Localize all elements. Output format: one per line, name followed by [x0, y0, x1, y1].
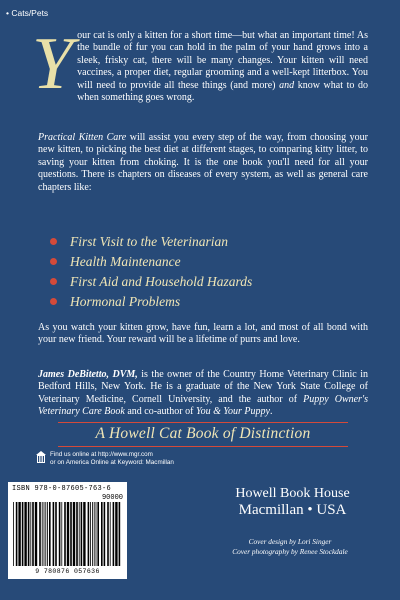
intro-text-2: know what to do when something goes wrong. [77, 79, 368, 104]
barcode-bar [55, 502, 57, 566]
barcode-bar [96, 502, 97, 566]
photo-credit: Cover photography by Renee Stockdale [232, 547, 348, 556]
barcode-bar [45, 502, 46, 566]
barcode-bar [16, 502, 18, 566]
divider-bottom [58, 446, 348, 447]
house-icon [36, 451, 46, 463]
barcode-bar [35, 502, 37, 566]
author-bio: James DeBitetto, DVM, is the owner of the Country Home Veterinary Clinic in Bedford Hills, New York. He is a graduate of the New York State College of Veterinary Medicine, Cornell University, and the author of Puppy Owner's Veterinary Care Book and co-author of You & Your Puppy. [38, 369, 369, 418]
barcode-bar [104, 502, 106, 566]
barcode-bar [83, 502, 85, 566]
description-paragraph [38, 132, 368, 194]
barcode-bar [49, 502, 51, 566]
barcode-bar [107, 502, 109, 566]
barcode-bar [47, 502, 48, 566]
barcode-bar [119, 502, 121, 566]
barcode-number: 9 780876 057636 [35, 568, 100, 575]
barcode-bar [42, 502, 43, 566]
book-title: Practical Kitten Care [38, 132, 127, 143]
author-name: James DeBitetto, DVM, [38, 369, 138, 380]
publisher-name: Howell Book House [235, 486, 350, 501]
barcode-bar [115, 502, 117, 566]
barcode-bar [113, 502, 115, 566]
bullet-icon [50, 278, 57, 285]
online-info [36, 451, 256, 467]
bullet-icon [50, 238, 57, 245]
barcode-bar [59, 502, 61, 566]
publisher [205, 485, 380, 519]
barcode-bar [32, 502, 34, 566]
barcode-bar [101, 502, 103, 566]
design-credit: Cover design by Lori Singer [248, 537, 332, 546]
tagline: A Howell Cat Book of Distinction [95, 425, 311, 442]
barcode-bar [61, 502, 62, 566]
barcode-bar [70, 502, 72, 566]
barcode-bar [76, 502, 78, 566]
bullet-icon [50, 298, 57, 305]
chapter-list [50, 232, 370, 312]
barcode-bar [67, 502, 69, 566]
barcode-bar [13, 502, 14, 566]
barcode-bar [110, 502, 111, 566]
barcode-bar [79, 502, 80, 566]
barcode-bar [22, 502, 24, 566]
isbn-text: ISBN 978-0-87605-763-6 [12, 485, 112, 493]
description-text: will assist you every step of the way, from choosing your new kitten, to picking the best diet at different stages, to comparing kitty litter, to saving your kitten from choking. It is the one book you'll need for all your questions. There is chapters on diseases of every system, as well as general care chapters like: [38, 132, 368, 193]
barcode-bar [18, 502, 20, 566]
chapter-item: First Visit to the Veterinarian [50, 232, 370, 252]
drop-cap: Y [32, 23, 74, 105]
barcode-bar [64, 502, 66, 566]
category-label: • Cats/Pets [6, 8, 49, 18]
publisher-imprint: Macmillan • USA [238, 502, 347, 518]
chapter-item: Health Maintenance [50, 252, 370, 272]
barcode-box [8, 482, 127, 579]
cover-credits [195, 537, 385, 557]
barcode-image [11, 502, 124, 568]
closing-paragraph: As you watch your kitten grow, have fun, learn a lot, and most of all bond with your new friend. Your reward will be a lifetime of purrs and love. [38, 322, 368, 346]
barcode-bar [53, 502, 55, 566]
intro-emphasis: and [279, 79, 295, 91]
chapter-item: Hormonal Problems [50, 292, 370, 312]
barcode-bar [92, 502, 93, 566]
chapter-item: First Aid and Household Hazards [50, 272, 370, 292]
barcode-bar [81, 502, 83, 566]
intro-text-1: our cat is only a kitten for a short time—but what an important time! As the bundle of fur you can hold in the palm of your hand grows into a sleek, frisky cat, there will be many changes. Your kitten will need vaccines, a proper diet, regular grooming and a well-kept litterbox. You will need to provide all these things (and more) [77, 30, 368, 91]
barcode-bar [94, 502, 95, 566]
online-url[interactable]: Find us online at http://www.mgr.com [50, 451, 153, 458]
price-code: 90000 [101, 494, 123, 502]
author-book-2: You & Your Puppy [195, 406, 270, 418]
online-aol: or on America Online at Keyword: Macmillan [50, 459, 174, 466]
barcode-bar [44, 502, 45, 566]
barcode-bar [88, 502, 90, 566]
divider-top [58, 422, 348, 423]
bullet-icon [50, 258, 57, 265]
barcode-bar [39, 502, 41, 566]
barcode-bar [90, 502, 91, 566]
barcode-bar [24, 502, 26, 566]
intro-paragraph [32, 23, 368, 105]
author-book-1: Puppy Owner's Veterinary Care Book [38, 393, 368, 418]
barcode-bar [30, 502, 31, 566]
barcode-bar [28, 502, 30, 566]
barcode-bar [73, 502, 75, 566]
barcode-bar [97, 502, 99, 566]
